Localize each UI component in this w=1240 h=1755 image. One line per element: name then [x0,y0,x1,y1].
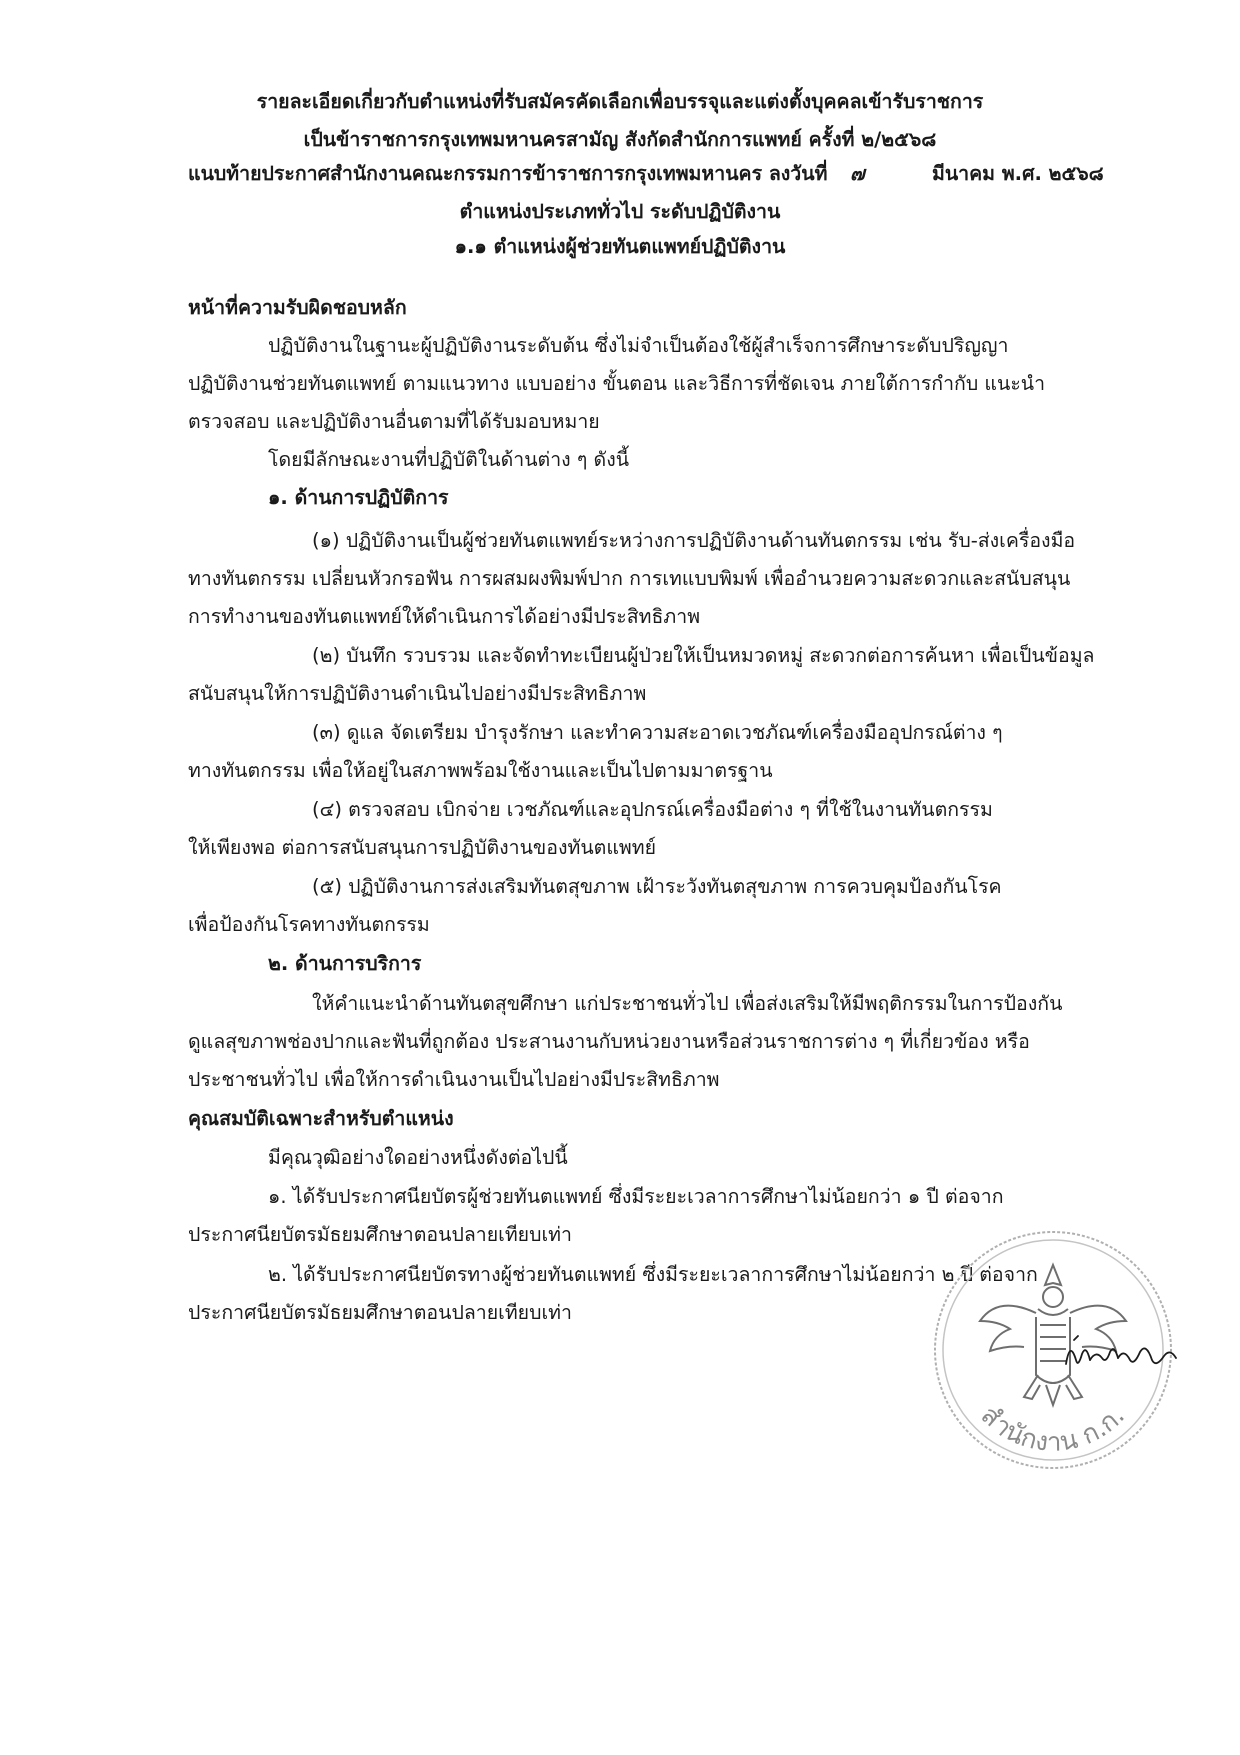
service-line-2: ดูแลสุขภาพช่องปากและฟันที่ถูกต้อง ประสานงานกับหน่วยงานหรือส่วนราชการต่าง ๆ ที่เกี่ยวข้อง หรือ [188,1030,1030,1053]
item-1-line-1: (๑) ปฏิบัติงานเป็นผู้ช่วยทันตแพทย์ระหว่างการปฏิบัติงานด้านทันตกรรม เช่น รับ-ส่งเครื่องมือ [312,529,1076,552]
header-line-5: ๑.๑ ตำแหน่งผู้ช่วยทันตแพทย์ปฏิบัติงาน [454,235,786,258]
qualification-1-line-1: ๑. ได้รับประกาศนียบัตรผู้ช่วยทันตแพทย์ ซึ่งมีระยะเวลาการศึกษาไม่น้อยกว่า ๑ ปี ต่อจาก [268,1185,1004,1208]
duties-heading: หน้าที่ความรับผิดชอบหลัก [188,296,407,319]
service-line-1: ให้คำแนะนำด้านทันตสุขศึกษา แก่ประชาชนทั่วไป เพื่อส่งเสริมให้มีพฤติกรรมในการป้องกัน [312,992,1063,1015]
item-5-line-1: (๕) ปฏิบัติงานการส่งเสริมทันตสุขภาพ เฝ้าระวังทันตสุขภาพ การควบคุมป้องกันโรค [312,875,1002,898]
item-1-line-3: การทำงานของทันตแพทย์ให้ดำเนินการได้อย่างมีประสิทธิภาพ [188,605,701,628]
duties-intro-line-1: ปฏิบัติงานในฐานะผู้ปฏิบัติงานระดับต้น ซึ่งไม่จำเป็นต้องใช้ผู้สำเร็จการศึกษาระดับปริญญา [268,334,1009,357]
duties-intro-line-2: ปฏิบัติงานช่วยทันตแพทย์ ตามแนวทาง แบบอย่าง ขั้นตอน และวิธีการที่ชัดเจน ภายใต้การกำกับ แนะนำ [188,372,1046,395]
seal-text: สำนักงาน ก.ก. [974,1400,1131,1458]
header-line-3-left: แนบท้ายประกาศสำนักงานคณะกรรมการข้าราชการกรุงเทพมหานคร ลงวันที่ [188,162,828,185]
header-line-2: เป็นข้าราชการกรุงเทพมหานครสามัญ สังกัดสำนักการแพทย์ ครั้งที่ ๒/๒๕๖๘ [303,128,937,151]
qualifications-intro: มีคุณวุฒิอย่างใดอย่างหนึ่งดังต่อไปนี้ [268,1146,568,1169]
item-3-line-1: (๓) ดูแล จัดเตรียม บำรุงรักษา และทำความสะอาดเวชภัณฑ์เครื่องมืออุปกรณ์ต่าง ๆ [312,721,1003,744]
header-line-1: รายละเอียดเกี่ยวกับตำแหน่งที่รับสมัครคัดเลือกเพื่อบรรจุและแต่งตั้งบุคคลเข้ารับราชการ [256,90,984,113]
qualification-2-line-1: ๒. ได้รับประกาศนียบัตรทางผู้ช่วยทันตแพทย์ ซึ่งมีระยะเวลาการศึกษาไม่น้อยกว่า ๒ ปี ต่อจาก [268,1263,1038,1286]
item-4-line-1: (๔) ตรวจสอบ เบิกจ่าย เวชภัณฑ์และอุปกรณ์เครื่องมือต่าง ๆ ที่ใช้ในงานทันตกรรม [312,798,993,821]
qualification-2-line-2: ประกาศนียบัตรมัธยมศึกษาตอนปลายเทียบเท่า [188,1301,572,1324]
section-2-title: ๒. ด้านการบริการ [268,952,422,975]
item-3-line-2: ทางทันตกรรม เพื่อให้อยู่ในสภาพพร้อมใช้งานและเป็นไปตามมาตรฐาน [188,759,773,782]
handwritten-signature [1060,1330,1180,1380]
header-line-4: ตำแหน่งประเภททั่วไป ระดับปฏิบัติงาน [459,200,781,223]
header-line-3-day: ๗ [850,162,865,185]
item-2-line-1: (๒) บันทึก รวบรวม และจัดทำทะเบียนผู้ป่วยให้เป็นหมวดหมู่ สะดวกต่อการค้นหา เพื่อเป็นข้อมูล [312,644,1095,667]
qualification-1-line-2: ประกาศนียบัตรมัธยมศึกษาตอนปลายเทียบเท่า [188,1223,572,1246]
service-line-3: ประชาชนทั่วไป เพื่อให้การดำเนินงานเป็นไปอย่างมีประสิทธิภาพ [188,1068,720,1091]
item-4-line-2: ให้เพียงพอ ต่อการสนับสนุนการปฏิบัติงานของทันตแพทย์ [188,836,657,859]
duties-intro-line-3: ตรวจสอบ และปฏิบัติงานอื่นตามที่ได้รับมอบหมาย [188,410,600,433]
header-line-3-right: มีนาคม พ.ศ. ๒๕๖๘ [932,162,1104,185]
item-1-line-2: ทางทันตกรรม เปลี่ยนหัวกรอฟัน การผสมผงพิมพ์ปาก การเทแบบพิมพ์ เพื่ออำนวยความสะดวกและสนับสนุน [188,567,1071,590]
item-2-line-2: สนับสนุนให้การปฏิบัติงานดำเนินไปอย่างมีประสิทธิภาพ [188,682,647,705]
section-1-title: ๑. ด้านการปฏิบัติการ [268,486,449,509]
duties-intro-2: โดยมีลักษณะงานที่ปฏิบัติในด้านต่าง ๆ ดังนี้ [268,448,630,471]
item-5-line-2: เพื่อป้องกันโรคทางทันตกรรม [188,913,430,936]
qualifications-heading: คุณสมบัติเฉพาะสำหรับตำแหน่ง [188,1107,454,1130]
